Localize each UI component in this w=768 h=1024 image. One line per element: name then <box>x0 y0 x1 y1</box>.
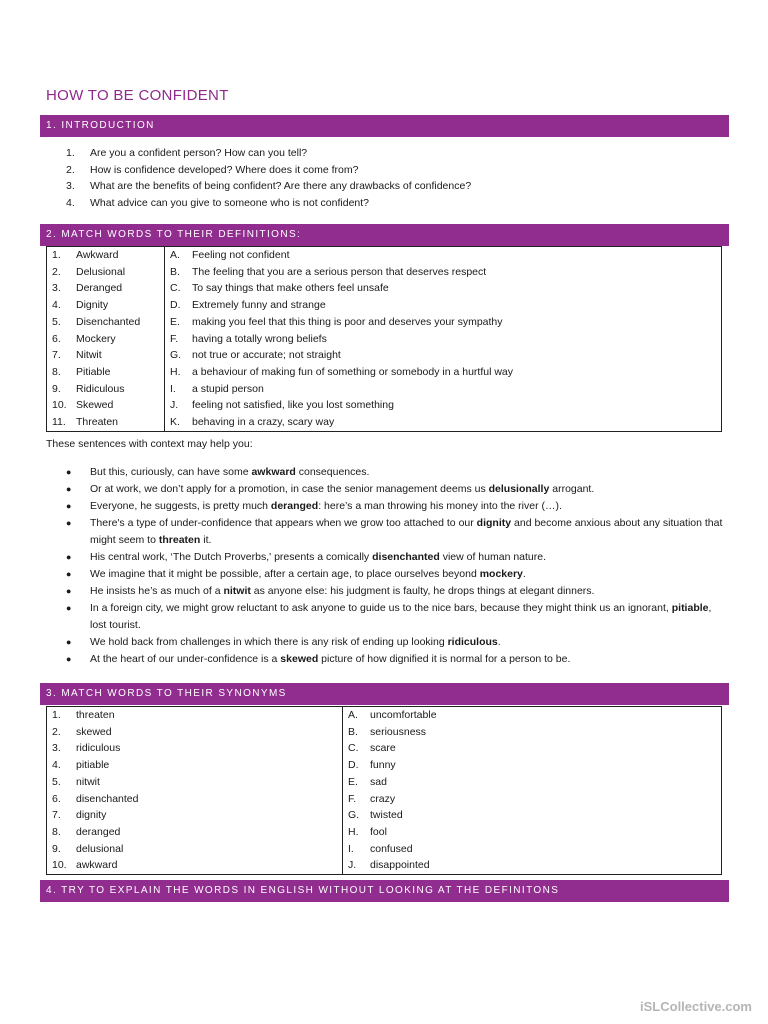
table-row <box>47 347 722 364</box>
item-letter: A. <box>348 709 358 721</box>
definition-cell <box>165 314 722 331</box>
table-row <box>47 414 722 431</box>
key-word: mockery <box>479 568 523 580</box>
synonym-cell <box>343 857 722 874</box>
table-row <box>47 280 722 297</box>
table-row <box>47 397 722 414</box>
question-list <box>66 145 471 212</box>
item-number: 2. <box>66 163 75 176</box>
item-number: 3. <box>52 742 61 755</box>
word-cell <box>47 774 343 791</box>
word: awkward <box>76 859 118 872</box>
question-text: How is confidence developed? Where does it come from? <box>90 163 359 176</box>
synonym: fool <box>370 825 387 838</box>
key-word: pitiable <box>671 602 709 614</box>
section-header-synonyms: 3. MATCH WORDS TO THEIR SYNONYMS <box>40 683 729 705</box>
item-number: 1. <box>52 249 61 261</box>
item-letter: A. <box>170 249 180 261</box>
key-word: delusionally <box>488 483 550 495</box>
item-letter: B. <box>170 265 180 278</box>
bullet-icon: ● <box>66 552 72 562</box>
table-row <box>47 381 722 398</box>
definitions-table <box>46 246 722 432</box>
table-row <box>47 331 722 348</box>
word: Deranged <box>76 282 123 295</box>
word-cell <box>47 807 343 824</box>
item-number: 3. <box>66 180 75 193</box>
list-item <box>66 464 726 481</box>
table-row <box>47 314 722 331</box>
item-number: 10. <box>52 859 67 872</box>
bullet-icon: ● <box>66 654 72 664</box>
item-number: 1. <box>52 709 61 721</box>
definition: not true or accurate; not straight <box>192 349 341 362</box>
item-number: 2. <box>52 265 61 278</box>
synonym-cell <box>343 740 722 757</box>
sentence-text: picture of how dignified it is normal for a person to be. <box>318 653 571 665</box>
table-row <box>47 841 722 858</box>
item-number: 4. <box>66 197 75 210</box>
item-letter: F. <box>170 332 179 345</box>
item-number: 4. <box>52 299 61 312</box>
synonym: disappointed <box>370 859 430 872</box>
sentence-text: But this, curiously, can have some <box>90 466 252 478</box>
word: Disenchanted <box>76 315 141 328</box>
word-cell <box>47 280 165 297</box>
item-letter: I. <box>348 842 354 855</box>
table-row <box>47 740 722 757</box>
sentence-text: At the heart of our under-confidence is a <box>90 653 281 665</box>
synonym-cell <box>343 774 722 791</box>
word: threaten <box>76 709 115 721</box>
word-cell <box>47 331 165 348</box>
bullet-icon: ● <box>66 518 72 528</box>
definition-cell <box>165 297 722 314</box>
word: Dignity <box>76 299 109 312</box>
definition: To say things that make others feel unsafe <box>192 282 389 295</box>
item-letter: G. <box>170 349 182 362</box>
table-row <box>47 807 722 824</box>
word: Skewed <box>76 399 114 412</box>
definition-cell <box>165 381 722 398</box>
table-row <box>47 364 722 381</box>
word-cell <box>47 297 165 314</box>
table-row <box>47 297 722 314</box>
question-text: Are you a confident person? How can you tell? <box>90 147 308 159</box>
sentence-text: and become anxious about any situation that might seem to <box>90 517 723 546</box>
word-cell <box>47 397 165 414</box>
list-item <box>66 178 471 195</box>
question-text: What are the benefits of being confident? Are there any drawbacks of confidence? <box>90 180 472 193</box>
sentence-text: . <box>497 636 501 648</box>
key-word: awkward <box>251 466 296 478</box>
definition: making you feel that this thing is poor and deserves your sympathy <box>192 315 503 328</box>
list-item <box>66 566 726 583</box>
item-letter: E. <box>348 775 358 788</box>
word-cell <box>47 381 165 398</box>
word-cell <box>47 314 165 331</box>
word-cell <box>47 724 343 741</box>
context-intro: These sentences with context may help you: <box>46 438 253 450</box>
list-item <box>66 549 726 566</box>
sentence-text: as anyone else: his judgment is faulty, he drops things at elegant dinners. <box>250 585 595 597</box>
item-letter: J. <box>348 859 357 872</box>
word-cell <box>47 414 165 431</box>
word-cell <box>47 707 343 724</box>
synonym: uncomfortable <box>370 709 437 721</box>
item-number: 6. <box>52 792 61 805</box>
synonym-cell <box>343 791 722 808</box>
synonym: seriousness <box>370 725 427 738</box>
item-number: 8. <box>52 825 61 838</box>
word-cell <box>47 757 343 774</box>
list-item <box>66 583 726 600</box>
item-number: 9. <box>52 842 61 855</box>
key-word: ridiculous <box>447 636 498 648</box>
table-row <box>47 707 722 724</box>
sentence-text: : here’s a man throwing his money into the river (…). <box>318 500 562 512</box>
table-row <box>47 774 722 791</box>
list-item <box>66 481 726 498</box>
key-word: threaten <box>158 534 201 546</box>
key-word: dignity <box>476 517 512 529</box>
word: deranged <box>76 825 121 838</box>
item-letter: F. <box>348 792 357 805</box>
sentence-text: Or at work, we don’t apply for a promotion, in case the senior management deems us <box>90 483 489 495</box>
synonym: twisted <box>370 809 403 822</box>
item-letter: J. <box>170 399 179 412</box>
sentence-text: There's a type of under-confidence that appears when we grow too attached to our <box>90 517 477 529</box>
sentence-text: consequences. <box>295 466 370 478</box>
bullet-icon: ● <box>66 467 72 477</box>
word-cell <box>47 740 343 757</box>
definition-cell <box>165 414 722 431</box>
sentence-text: We hold back from challenges in which there is any risk of ending up looking <box>90 636 448 648</box>
word: pitiable <box>76 759 110 772</box>
table-row <box>47 791 722 808</box>
synonym-cell <box>343 724 722 741</box>
list-item <box>66 498 726 515</box>
context-sentences <box>66 464 726 668</box>
word: Threaten <box>76 416 119 429</box>
word: delusional <box>76 842 124 855</box>
item-number: 4. <box>52 759 61 772</box>
word-cell <box>47 247 165 264</box>
word: ridiculous <box>76 742 121 755</box>
table-row <box>47 857 722 874</box>
item-number: 9. <box>52 382 61 395</box>
item-number: 7. <box>52 349 61 362</box>
word-cell <box>47 857 343 874</box>
section-header-definitions: 2. MATCH WORDS TO THEIR DEFINITIONS: <box>40 224 729 246</box>
list-item <box>66 651 726 668</box>
word: Pitiable <box>76 365 111 378</box>
word: Ridiculous <box>76 382 125 395</box>
synonym-cell <box>343 707 722 724</box>
item-letter: H. <box>170 365 181 378</box>
synonym: scare <box>370 742 396 755</box>
word: skewed <box>76 725 112 738</box>
synonym: funny <box>370 759 396 772</box>
list-item <box>66 145 471 162</box>
bullet-icon: ● <box>66 484 72 494</box>
item-number: 3. <box>52 282 61 295</box>
item-number: 1. <box>66 147 75 159</box>
page-title: HOW TO BE CONFIDENT <box>46 87 229 104</box>
item-letter: C. <box>348 742 359 755</box>
item-number: 11. <box>52 416 66 429</box>
definition-cell <box>165 364 722 381</box>
key-word: disenchanted <box>372 551 440 563</box>
definition: The feeling that you are a serious person that deserves respect <box>192 265 487 278</box>
bullet-icon: ● <box>66 586 72 596</box>
list-item <box>66 634 726 651</box>
word: Delusional <box>76 265 126 278</box>
word: Mockery <box>76 332 116 345</box>
word: dignity <box>76 809 107 822</box>
key-word: skewed <box>280 653 319 665</box>
item-letter: I. <box>170 382 176 395</box>
sentence-text: view of human nature. <box>439 551 547 563</box>
word: nitwit <box>76 775 100 788</box>
bullet-icon: ● <box>66 603 72 613</box>
definition-cell <box>165 347 722 364</box>
section-header-explain: 4. TRY TO EXPLAIN THE WORDS IN ENGLISH WITHOUT LOOKING AT THE DEFINITONS <box>40 880 729 902</box>
question-text: What advice can you give to someone who is not confident? <box>90 197 369 210</box>
synonym-cell <box>343 807 722 824</box>
word: Awkward <box>76 249 119 261</box>
sentence-text: . <box>522 568 526 580</box>
item-letter: D. <box>348 759 359 772</box>
list-item <box>66 600 726 634</box>
definition-cell <box>165 280 722 297</box>
definition-cell <box>165 397 722 414</box>
word: Nitwit <box>76 349 102 362</box>
synonym-cell <box>343 841 722 858</box>
synonyms-table <box>46 706 722 875</box>
item-letter: B. <box>348 725 358 738</box>
list-item <box>66 195 471 212</box>
bullet-icon: ● <box>66 637 72 647</box>
definition: Extremely funny and strange <box>192 299 326 312</box>
word: disenchanted <box>76 792 139 805</box>
definition: Feeling not confident <box>192 249 290 261</box>
synonym: confused <box>370 842 413 855</box>
item-number: 5. <box>52 775 61 788</box>
item-number: 2. <box>52 725 61 738</box>
synonym: sad <box>370 775 387 788</box>
item-letter: K. <box>170 416 180 429</box>
word-cell <box>47 264 165 281</box>
table-row <box>47 264 722 281</box>
item-number: 7. <box>52 809 61 822</box>
bullet-icon: ● <box>66 501 72 511</box>
table-row <box>47 724 722 741</box>
key-word: nitwit <box>223 585 251 597</box>
item-number: 10. <box>52 399 67 412</box>
sentence-text: We imagine that it might be possible, after a certain age, to place ourselves beyond <box>90 568 480 580</box>
section-header-introduction: 1. INTRODUCTION <box>40 115 729 137</box>
item-letter: H. <box>348 825 359 838</box>
item-number: 8. <box>52 365 61 378</box>
sentence-text: His central work, ‘The Dutch Proverbs,' presents a comically <box>90 551 373 563</box>
definition: a stupid person <box>192 382 264 395</box>
item-letter: D. <box>170 299 181 312</box>
item-number: 5. <box>52 315 61 328</box>
sentence-text: arrogant. <box>549 483 595 495</box>
definition: behaving in a crazy, scary way <box>192 416 335 429</box>
item-number: 6. <box>52 332 61 345</box>
item-letter: E. <box>170 315 180 328</box>
list-item <box>66 515 726 549</box>
sentence-text: He insists he’s as much of a <box>90 585 224 597</box>
definition: having a totally wrong beliefs <box>192 332 327 345</box>
synonym-cell <box>343 824 722 841</box>
word-cell <box>47 364 165 381</box>
watermark: iSLCollective.com <box>640 999 752 1014</box>
table-row <box>47 824 722 841</box>
synonym: crazy <box>370 792 396 805</box>
item-letter: C. <box>170 282 181 295</box>
sentence-text: , lost tourist. <box>90 602 712 631</box>
key-word: deranged <box>270 500 319 512</box>
word-cell <box>47 347 165 364</box>
definition-cell <box>165 264 722 281</box>
sentence-text: In a foreign city, we might grow reluctant to ask anyone to guide us to the nice bars, because they might think us an ignorant, <box>90 602 672 614</box>
definition: feeling not satisfied, like you lost something <box>192 399 394 412</box>
word-cell <box>47 841 343 858</box>
word-cell <box>47 791 343 808</box>
definition-cell <box>165 331 722 348</box>
table-row <box>47 757 722 774</box>
bullet-icon: ● <box>66 569 72 579</box>
item-letter: G. <box>348 809 360 822</box>
table-row <box>47 247 722 264</box>
definition-cell <box>165 247 722 264</box>
synonym-cell <box>343 757 722 774</box>
sentence-text: it. <box>200 534 212 546</box>
sentence-text: Everyone, he suggests, is pretty much <box>90 500 271 512</box>
list-item <box>66 162 471 179</box>
word-cell <box>47 824 343 841</box>
definition: a behaviour of making fun of something or somebody in a hurtful way <box>192 365 514 378</box>
